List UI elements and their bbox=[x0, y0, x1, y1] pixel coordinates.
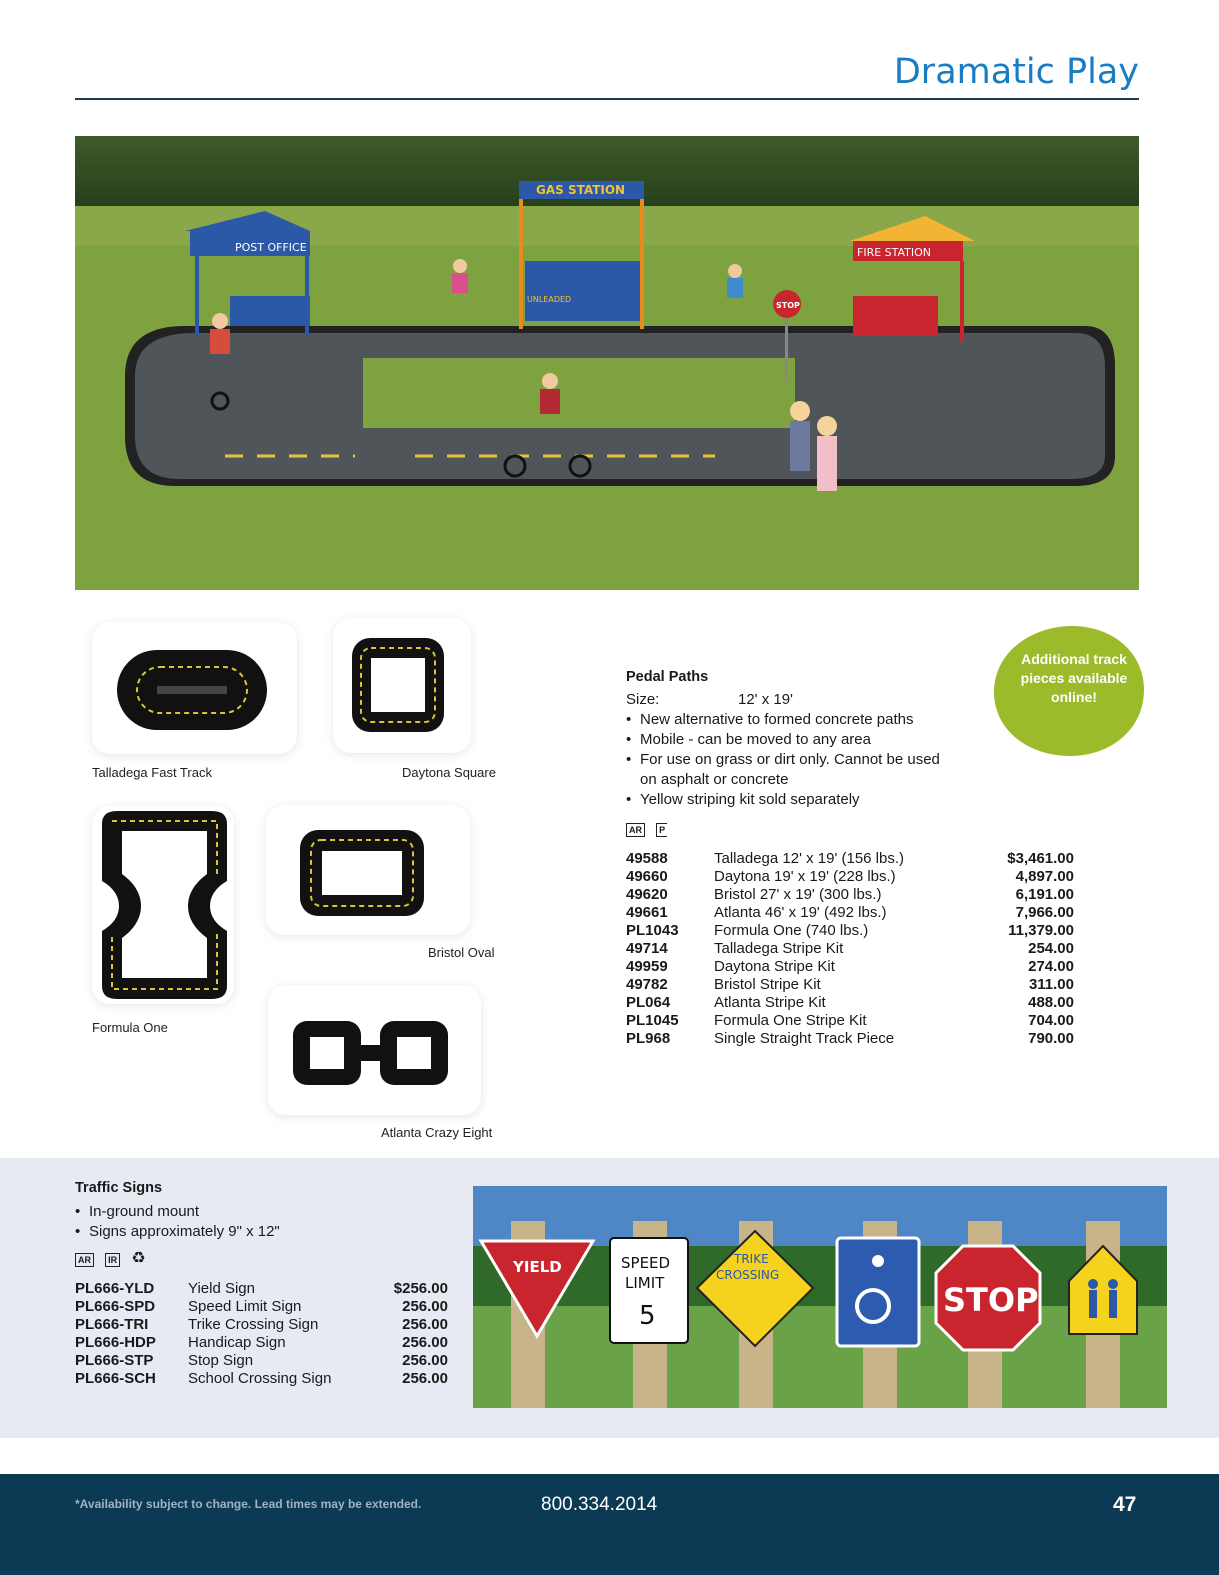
daytona-track-icon bbox=[333, 618, 471, 753]
item-price: 274.00 bbox=[1028, 958, 1074, 975]
item-description: School Crossing Sign bbox=[188, 1370, 332, 1387]
thumb-bristol bbox=[266, 805, 470, 935]
price-row bbox=[626, 940, 1074, 958]
item-description: Formula One (740 lbs.) bbox=[714, 922, 869, 939]
svg-text:STOP: STOP bbox=[776, 301, 800, 310]
item-sku: PL666-SCH bbox=[75, 1370, 156, 1387]
svg-text:FIRE STATION: FIRE STATION bbox=[857, 246, 932, 259]
thumb-daytona bbox=[333, 618, 471, 753]
item-price: 256.00 bbox=[402, 1316, 448, 1333]
bullet-item: • Yellow striping kit sold separately bbox=[626, 790, 956, 810]
bullet-item: • New alternative to formed concrete paths bbox=[626, 710, 956, 730]
pedal-paths-bullets bbox=[626, 710, 956, 810]
section-title: Dramatic Play bbox=[893, 52, 1139, 92]
thumb-atlanta bbox=[268, 985, 481, 1115]
svg-text:TRIKE: TRIKE bbox=[734, 1252, 769, 1266]
thumb-label-formula-one: Formula One bbox=[92, 1020, 168, 1035]
bullet-item: • Signs approximately 9" x 12" bbox=[75, 1222, 375, 1242]
svg-text:GAS STATION: GAS STATION bbox=[536, 183, 626, 197]
atlanta-track-icon bbox=[268, 985, 481, 1115]
item-description: Speed Limit Sign bbox=[188, 1298, 302, 1315]
traffic-signs-illustration bbox=[473, 1186, 1167, 1408]
traffic-signs-certs bbox=[75, 1248, 146, 1267]
pedal-paths-size bbox=[626, 690, 793, 710]
svg-text:CROSSING: CROSSING bbox=[716, 1268, 780, 1282]
footer-bar bbox=[0, 1474, 1219, 1575]
ir-cert-icon: IR bbox=[105, 1253, 120, 1267]
item-description: Atlanta 46' x 19' (492 lbs.) bbox=[714, 904, 887, 921]
item-sku: PL666-SPD bbox=[75, 1298, 156, 1315]
item-description: Yield Sign bbox=[188, 1280, 255, 1297]
item-description: Bristol 27' x 19' (300 lbs.) bbox=[714, 886, 882, 903]
bristol-track-icon bbox=[266, 805, 470, 935]
item-price: $3,461.00 bbox=[1007, 850, 1074, 867]
item-sku: 49588 bbox=[626, 850, 668, 867]
item-sku: PL1045 bbox=[626, 1012, 679, 1029]
item-description: Talladega 12' x 19' (156 lbs.) bbox=[714, 850, 905, 867]
thumb-formula-one bbox=[92, 806, 234, 1004]
pedal-paths-certs bbox=[626, 818, 673, 837]
recycle-icon: ♻ bbox=[131, 1248, 146, 1267]
item-price: 256.00 bbox=[402, 1352, 448, 1369]
item-price: 254.00 bbox=[1028, 940, 1074, 957]
item-description: Daytona Stripe Kit bbox=[714, 958, 835, 975]
svg-text:YIELD: YIELD bbox=[513, 1258, 562, 1276]
traffic-signs-bullets bbox=[75, 1202, 375, 1242]
price-row bbox=[75, 1316, 448, 1334]
price-row bbox=[626, 958, 1074, 976]
item-description: Daytona 19' x 19' (228 lbs.) bbox=[714, 868, 896, 885]
item-sku: 49714 bbox=[626, 940, 668, 957]
item-sku: PL1043 bbox=[626, 922, 679, 939]
item-description: Stop Sign bbox=[188, 1352, 254, 1369]
price-row bbox=[75, 1280, 448, 1298]
item-price: 256.00 bbox=[402, 1370, 448, 1387]
item-description: Trike Crossing Sign bbox=[188, 1316, 319, 1333]
item-description: Atlanta Stripe Kit bbox=[714, 994, 826, 1011]
price-row bbox=[626, 886, 1074, 904]
item-price: 256.00 bbox=[402, 1298, 448, 1315]
footer-phone[interactable]: 800.334.2014 bbox=[541, 1494, 658, 1515]
item-price: 11,379.00 bbox=[1008, 922, 1074, 939]
pedal-paths-price-table bbox=[626, 850, 1074, 1048]
item-sku: 49782 bbox=[626, 976, 668, 993]
pedal-paths-title: Pedal Paths bbox=[626, 669, 709, 685]
thumb-label-bristol: Bristol Oval bbox=[428, 945, 495, 960]
price-row bbox=[626, 922, 1074, 940]
item-sku: 49959 bbox=[626, 958, 668, 975]
bullet-item: • In-ground mount bbox=[75, 1202, 375, 1222]
footer-disclaimer: *Availability subject to change. Lead times may be extended. bbox=[75, 1497, 422, 1511]
item-description: Single Straight Track Piece bbox=[714, 1030, 895, 1047]
item-price: 790.00 bbox=[1028, 1030, 1074, 1047]
bullet-item: • Mobile - can be moved to any area bbox=[626, 730, 956, 750]
svg-text:UNLEADED: UNLEADED bbox=[527, 295, 572, 304]
p-cert-icon: P bbox=[656, 823, 667, 837]
size-label: Size: bbox=[626, 691, 660, 708]
svg-text:POST OFFICE: POST OFFICE bbox=[235, 241, 307, 254]
item-sku: PL666-HDP bbox=[75, 1334, 156, 1351]
item-price: 6,191.00 bbox=[1015, 886, 1074, 903]
thumb-label-talladega: Talladega Fast Track bbox=[92, 765, 212, 780]
item-sku: PL666-STP bbox=[75, 1352, 154, 1369]
item-sku: PL064 bbox=[626, 994, 671, 1011]
item-price: 4,897.00 bbox=[1015, 868, 1074, 885]
header-divider bbox=[75, 98, 1139, 100]
price-row bbox=[626, 1030, 1074, 1048]
page-number: 47 bbox=[1113, 1493, 1137, 1516]
size-value: 12' x 19' bbox=[738, 691, 793, 708]
hero-illustration bbox=[75, 136, 1139, 590]
item-sku: PL968 bbox=[626, 1030, 671, 1047]
item-sku: PL666-TRI bbox=[75, 1316, 149, 1333]
item-price: 7,966.00 bbox=[1015, 904, 1074, 921]
svg-text:SPEED: SPEED bbox=[621, 1254, 671, 1272]
formula-one-track-icon bbox=[92, 806, 234, 1004]
item-sku: PL666-YLD bbox=[75, 1280, 155, 1297]
price-row bbox=[626, 1012, 1074, 1030]
item-sku: 49660 bbox=[626, 868, 668, 885]
item-price: 488.00 bbox=[1028, 994, 1074, 1011]
thumb-talladega bbox=[92, 622, 297, 754]
item-price: $256.00 bbox=[393, 1280, 448, 1297]
item-description: Handicap Sign bbox=[188, 1334, 286, 1351]
talladega-track-icon bbox=[92, 622, 297, 754]
item-price: 311.00 bbox=[1028, 976, 1074, 993]
price-row bbox=[626, 850, 1074, 868]
price-row bbox=[75, 1334, 448, 1352]
traffic-signs-price-table bbox=[75, 1280, 448, 1388]
online-badge-text: Additional track pieces available online! bbox=[1020, 651, 1128, 705]
svg-text:5: 5 bbox=[639, 1301, 656, 1331]
svg-text:LIMIT: LIMIT bbox=[625, 1274, 665, 1292]
price-row bbox=[626, 868, 1074, 886]
bullet-item: • For use on grass or dirt only. Cannot be used on asphalt or concrete bbox=[626, 750, 956, 790]
traffic-signs-title: Traffic Signs bbox=[75, 1180, 163, 1196]
price-row bbox=[75, 1298, 448, 1316]
item-price: 704.00 bbox=[1028, 1012, 1074, 1029]
item-description: Bristol Stripe Kit bbox=[714, 976, 821, 993]
thumb-label-daytona: Daytona Square bbox=[402, 765, 496, 780]
item-sku: 49661 bbox=[626, 904, 668, 921]
price-row bbox=[626, 904, 1074, 922]
item-description: Talladega Stripe Kit bbox=[714, 940, 844, 957]
ar-cert-icon: AR bbox=[626, 823, 645, 837]
ar-cert-icon: AR bbox=[75, 1253, 94, 1267]
svg-text:STOP: STOP bbox=[943, 1281, 1039, 1319]
item-description: Formula One Stripe Kit bbox=[714, 1012, 867, 1029]
traffic-signs-photo bbox=[473, 1186, 1167, 1408]
item-price: 256.00 bbox=[402, 1334, 448, 1351]
thumb-label-atlanta: Atlanta Crazy Eight bbox=[381, 1125, 493, 1140]
price-row bbox=[626, 994, 1074, 1012]
price-row bbox=[75, 1370, 448, 1388]
price-row bbox=[626, 976, 1074, 994]
item-sku: 49620 bbox=[626, 886, 668, 903]
price-row bbox=[75, 1352, 448, 1370]
hero-photo bbox=[75, 136, 1139, 590]
